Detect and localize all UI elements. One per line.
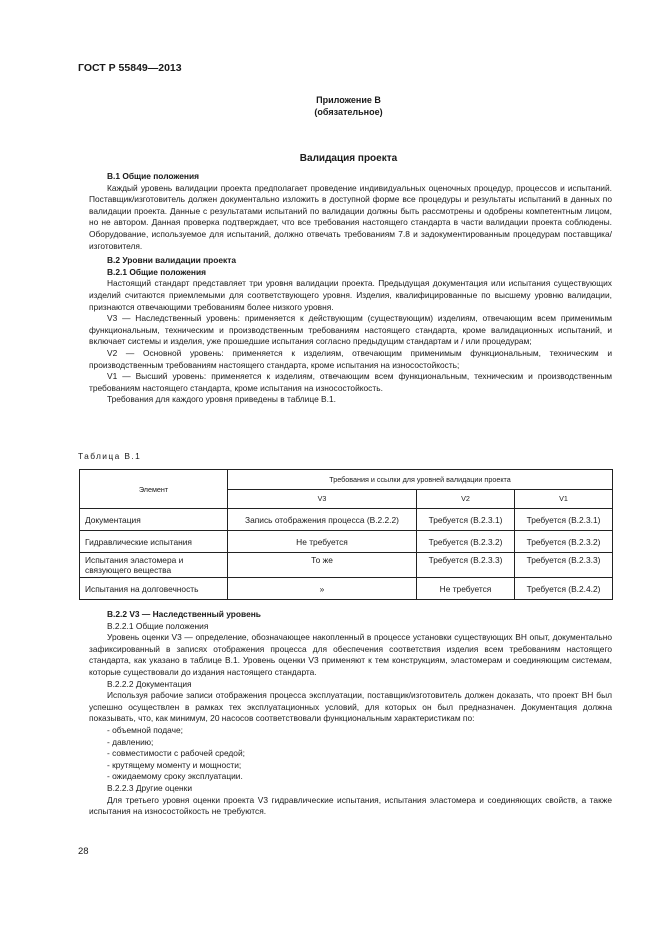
cell-element: Испытания на долговечность	[80, 578, 228, 600]
subsection-heading-b223: В.2.2.3 Другие оценки	[107, 782, 192, 793]
validation-table	[79, 469, 613, 600]
cell-v3: То же	[228, 553, 417, 578]
cell-v2: Требуется (В.2.3.1)	[417, 509, 515, 531]
paragraph-b223: Для третьего уровня оценки проекта V3 гидравлические испытания, испытания эластомера и соединяющих свойств, а также испытания на износостойкость не требуются.	[89, 794, 612, 817]
annex-heading	[0, 94, 661, 118]
cell-v3: »	[228, 578, 417, 600]
standard-number: ГОСТ Р 55849—2013	[78, 62, 182, 74]
list-item: - совместимости с рабочей средой;	[107, 748, 245, 759]
table-row	[80, 509, 613, 531]
subsection-heading-b221: В.2.2.1 Общие положения	[107, 620, 209, 631]
cell-v1: Требуется (В.2.3.3)	[515, 553, 613, 578]
section-heading-b2: В.2 Уровни валидации проекта	[107, 255, 236, 266]
cell-v2: Требуется (В.2.3.2)	[417, 531, 515, 553]
list-item: - ожидаемому сроку эксплуатации.	[107, 771, 243, 782]
document-title: Валидация проекта	[299, 153, 398, 164]
table-row	[80, 553, 613, 578]
paragraph-level-v2: V2 — Основной уровень: применяется к изделиям, отвечающим применимым функциональным, техническим и производственным требованиям настоящего стандарта, кроме испытания на износостойкость;	[89, 347, 612, 370]
table-caption: Таблица В.1	[78, 451, 142, 461]
table-header-row	[80, 470, 613, 490]
cell-v2: Не требуется	[417, 578, 515, 600]
cell-v3: Не требуется	[228, 531, 417, 553]
list-item: - давлению;	[107, 736, 154, 747]
paragraph-b1: Каждый уровень валидации проекта предполагает проведение индивидуальных оценочных процедур, процессов и испытаний. Поставщик/изготовитель должен документально изложить в доступной форме все процедуры и результаты испытаний в данных по валидации проекта. Данные с результатами испытаний по валидации должны быть рассмотрены и одобрены компетентным лицом, но не автором. Данная проверка подтверждает, что все требования настоящего стандарта в части валидации проекта соблюдены. Оборудование, используемое для испытаний, должно отвечать требованиям 7.8 и задокументированным процедурам поставщика/изготовителя.	[89, 182, 612, 251]
cell-v3: Запись отображения процесса (В.2.2.2)	[228, 509, 417, 531]
paragraph-level-v3: V3 — Наследственный уровень: применяется к действующим (существующим) изделиям, отвечающим всем применимым функциональным, техническим и производственным требованиям настоящего стандарта, кроме валидационных испытаний, и включает системы и изделия, уже прошедшие испытания согласно предыдущим стандартам и / или процедурам;	[89, 313, 612, 347]
subsection-heading-b222: В.2.2.2 Документация	[107, 678, 192, 689]
cell-v1: Требуется (В.2.3.2)	[515, 531, 613, 553]
page-number: 28	[78, 846, 89, 857]
paragraph-b21-intro: Настоящий стандарт представляет три уровня валидации проекта. Предыдущая документация или испытания существующих изделий считаются приемлемыми для соответствующего уровня. Изделия, квалифицированные по высшему уровню валидации, признаются отвечающими требованиям более низкого уровня.	[89, 278, 612, 312]
header-element: Элемент	[80, 470, 228, 509]
section-heading-b22: В.2.2 V3 — Наследственный уровень	[107, 609, 261, 619]
subsection-heading-b21: В.2.1 Общие положения	[107, 266, 206, 277]
paragraph-table-ref: Требования для каждого уровня приведены в таблице В.1.	[107, 394, 336, 405]
cell-v2: Требуется (В.2.3.3)	[417, 553, 515, 578]
table-row	[80, 578, 613, 600]
header-level-v3: V3	[228, 489, 417, 509]
list-item: - объемной подаче;	[107, 724, 183, 735]
table-row	[80, 531, 613, 553]
cell-v1: Требуется (В.2.3.1)	[515, 509, 613, 531]
cell-v1: Требуется (В.2.4.2)	[515, 578, 613, 600]
list-item: - крутящему моменту и мощности;	[107, 759, 242, 770]
section-b1-b2	[89, 171, 612, 406]
section-b22	[89, 609, 612, 818]
annex-status: (обязательное)	[314, 107, 383, 117]
paragraph-level-v1: V1 — Высший уровень: применяется к изделиям, отвечающим всем функциональным, техническим и производственным требованиям настоящего стандарта, кроме испытания на износостойкость.	[89, 371, 612, 393]
header-group: Требования и ссылки для уровней валидации проекта	[228, 470, 613, 490]
cell-element: Гидравлические испытания	[80, 531, 228, 553]
annex-title: Приложение В	[316, 95, 381, 105]
section-heading-b1: В.1 Общие положения	[107, 171, 200, 181]
header-level-v2: V2	[417, 489, 515, 509]
cell-element: Испытания эластомера и связующего вещества	[80, 553, 228, 578]
paragraph-b222: Используя рабочие записи отображения процесса эксплуатации, поставщик/изготовитель должен доказать, что проект ВН был успешно осуществлен в рамках тех эксплуатационных условий, для которых он был предназначен. Документация должна показывать, что, как минимум, 20 насосов соответствовали функциональным характеристикам по:	[89, 690, 612, 724]
header-level-v1: V1	[515, 489, 613, 509]
paragraph-b221: Уровень оценки V3 — определение, обозначающее накопленный в процессе установки существующих ВН опыт, документально зафиксированный в записях отображения процесса для обеспечения соответствия изделия всем требованиям настоящего стандарта, как указано в таблице В.1. Уровень оценки V3 применяют к тем конструкциям, эластомерам и соединяющим системам, которые существовали до издания настоящего стандарта.	[89, 632, 612, 677]
cell-element: Документация	[80, 509, 228, 531]
